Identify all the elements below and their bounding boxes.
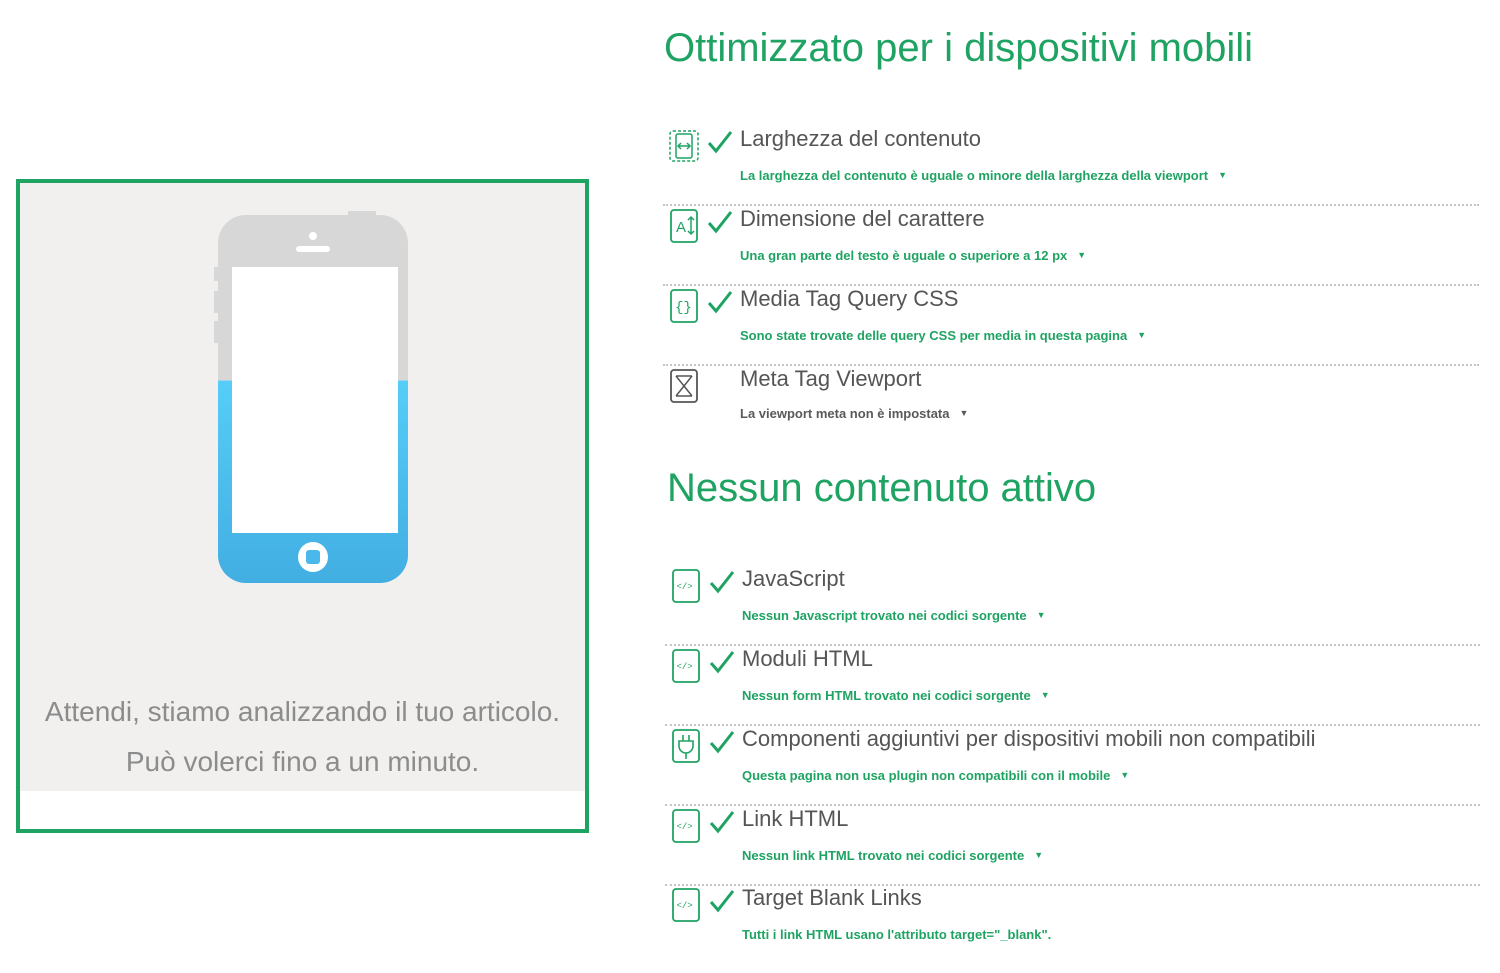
caret-down-icon: ▼ <box>959 408 969 418</box>
check-mark-icon <box>709 889 735 913</box>
check-label: Link HTML <box>742 806 849 831</box>
loading-line-1: Attendi, stiamo analizzando il tuo articolo. <box>44 696 561 727</box>
check-label: Target Blank Links <box>742 885 922 910</box>
css-braces-icon <box>669 288 699 324</box>
check-label: Dimensione del carattere <box>740 206 985 231</box>
check-label: Moduli HTML <box>742 646 873 671</box>
check-detail-toggle[interactable] <box>742 608 1046 623</box>
code-icon <box>671 887 701 923</box>
code-icon <box>671 568 701 604</box>
caret-down-icon: ▼ <box>1077 250 1087 260</box>
svg-text:</>: </> <box>676 822 693 832</box>
caret-down-icon: ▼ <box>1137 330 1147 340</box>
check-row-javascript <box>665 564 1480 646</box>
check-label: JavaScript <box>742 566 845 591</box>
svg-text:</>: </> <box>676 582 693 592</box>
check-label: Meta Tag Viewport <box>740 366 922 391</box>
check-row-html-forms <box>665 644 1480 726</box>
analysis-panel <box>16 179 589 833</box>
caret-down-icon: ▼ <box>1034 850 1044 860</box>
check-detail-toggle[interactable] <box>742 848 1043 863</box>
phone-progress-icon <box>214 211 410 587</box>
svg-text:</>: </> <box>676 901 693 911</box>
check-row-media-query <box>663 284 1479 366</box>
svg-text:A: A <box>676 219 687 236</box>
active-content-section-title: Nessun contenuto attivo <box>667 466 1097 510</box>
check-mark-icon <box>707 210 733 234</box>
plug-icon <box>671 728 701 764</box>
check-label: Larghezza del contenuto <box>740 126 981 151</box>
check-mark-icon <box>709 810 735 834</box>
check-detail-toggle[interactable] <box>740 248 1086 263</box>
code-icon <box>671 808 701 844</box>
caret-down-icon: ▼ <box>1120 770 1130 780</box>
viewport-icon <box>669 368 699 404</box>
check-mark-icon <box>709 730 735 754</box>
check-detail-text: Sono state trovate delle query CSS per media in questa pagina <box>740 328 1128 343</box>
check-detail-text: La larghezza del contenuto è uguale o minore della larghezza della viewport <box>740 168 1209 183</box>
loading-message <box>20 687 585 787</box>
check-detail-toggle[interactable] <box>742 768 1129 783</box>
caret-down-icon: ▼ <box>1040 690 1050 700</box>
check-label: Media Tag Query CSS <box>740 286 959 311</box>
check-detail-text: Tutti i link HTML usano l'attributo target="_blank". <box>742 927 1052 942</box>
font-size-icon <box>669 208 699 244</box>
check-mark-icon <box>709 650 735 674</box>
check-mark-icon <box>707 130 733 154</box>
check-row-content-width <box>663 124 1479 206</box>
mobile-section-title: Ottimizzato per i dispositivi mobili <box>664 26 1254 70</box>
check-detail-text: Questa pagina non usa plugin non compatibili con il mobile <box>742 768 1111 783</box>
check-detail-text: Una gran parte del testo è uguale o superiore a 12 px <box>740 248 1068 263</box>
caret-down-icon: ▼ <box>1036 610 1046 620</box>
content-width-icon <box>669 128 699 164</box>
check-mark-icon <box>709 570 735 594</box>
check-row-target-blank <box>665 883 1480 953</box>
check-row-font-size <box>663 204 1479 286</box>
caret-down-icon: ▼ <box>1218 170 1228 180</box>
check-row-plugins <box>665 724 1480 806</box>
check-detail-toggle[interactable] <box>742 688 1050 703</box>
check-detail-text: La viewport meta non è impostata <box>740 406 950 421</box>
check-row-html-links <box>665 804 1480 886</box>
check-detail-toggle[interactable] <box>740 328 1146 343</box>
check-label: Componenti aggiuntivi per dispositivi mobili non compatibili <box>742 726 1316 751</box>
check-detail-toggle[interactable] <box>740 406 968 421</box>
check-mark-icon <box>707 290 733 314</box>
svg-text:{}: {} <box>675 300 692 316</box>
code-icon <box>671 648 701 684</box>
loading-line-2: Può volerci fino a un minuto. <box>125 746 480 777</box>
check-detail-toggle[interactable] <box>740 168 1227 183</box>
check-detail-text: Nessun form HTML trovato nei codici sorgente <box>742 688 1031 703</box>
analysis-panel-inner <box>20 183 585 791</box>
check-detail-text: Nessun link HTML trovato nei codici sorgente <box>742 848 1025 863</box>
check-detail-text: Nessun Javascript trovato nei codici sorgente <box>742 608 1027 623</box>
svg-text:</>: </> <box>676 662 693 672</box>
check-row-meta-viewport <box>663 364 1479 444</box>
